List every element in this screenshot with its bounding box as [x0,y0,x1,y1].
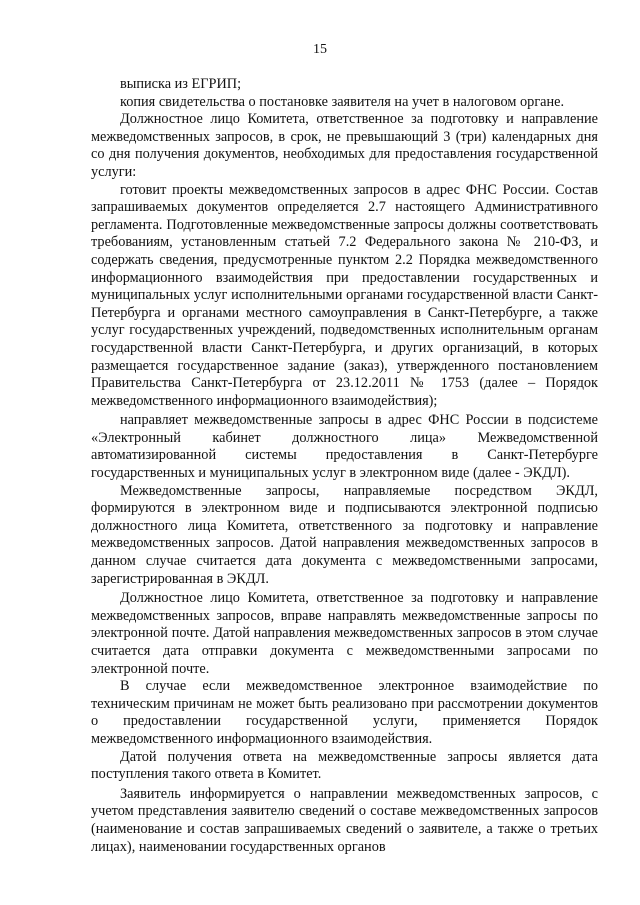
paragraph: выписка из ЕГРИП; [120,76,242,92]
paragraph: Должностное лицо Комитета, ответственное за подготовку и направление межведомственных запросов, в срок, не превышающий 3 (три) календарных дня со дня получения документов, необходимых для предоставления государственной услуги: [91,111,598,180]
paragraph: готовит проекты межведомственных запросов в адрес ФНС России. Состав запрашиваемых документов определяется 2.7 настоящего Административного регламента. Подготовленные межведомственные запросы должны соответствовать требованиям, установленным статьей 7.2 Федерального закона № 210-ФЗ, и содержать сведения, предусмотренные пунктом 2.2 Порядка межведомственного информационного взаимодействия при предоставлении государственных и муниципальных услуг исполнительными органами государственной власти Санкт-Петербурга и органами местного самоуправления в Санкт-Петербурге, а также услуг государственных учреждений, подведомственных исполнительным органам государственной власти Санкт-Петербурга, и других организаций, в которых размещается государственное задание (заказ), утвержденного постановлением Правительства Санкт-Петербурга от 23.12.2011 № 1753 (далее – Порядок межведомственного информационного взаимодействия); [91,181,598,409]
paragraph: Заявитель информируется о направлении межведомственных запросов, с учетом представления заявителю сведений о составе межведомственных запросов (наименование и состав запрашиваемых сведений о заявителе, а также о третьих лицах), наименовании государственных органов [91,785,598,855]
paragraph: В случае если межведомственное электронное взаимодействие по техническим причинам не может быть реализовано при рассмотрении документов о предоставлении государственной услуги, применяется Порядок межведомственного информационного взаимодействия. [91,678,598,747]
paragraph: Межведомственные запросы, направляемые посредством ЭКДЛ, формируются в электронном виде и подписываются электронной подписью должностного лица Комитета, ответственного за подготовку и направление межведомственных запросов. Датой направления межведомственных запросов в данном случае считается дата документа с межведомственными запросами, зарегистрированная в ЭКДЛ. [91,482,598,587]
paragraph: Датой получения ответа на межведомственные запросы является дата поступления такого ответа в Комитет. [91,748,598,783]
paragraph: копия свидетельства о постановке заявителя на учет в налоговом органе. [120,93,565,110]
paragraph: направляет межведомственные запросы в адрес ФНС России в подсистеме «Электронный кабинет должностного лица» Межведомственной автоматизированной системы предоставления в Санкт-Петербурге государственных и муниципальных услуг в электронном виде (далее - ЭКДЛ). [91,412,598,482]
page-number: 15 [313,42,327,57]
paragraph: Должностное лицо Комитета, ответственное за подготовку и направление межведомственных запросов, вправе направлять межведомственные запросы по электронной почте. Датой направления межведомственных запросов в этом случае считается дата отправки документа с межведомственными запросами по электронной почте. [91,590,598,677]
document-body [91,76,598,856]
